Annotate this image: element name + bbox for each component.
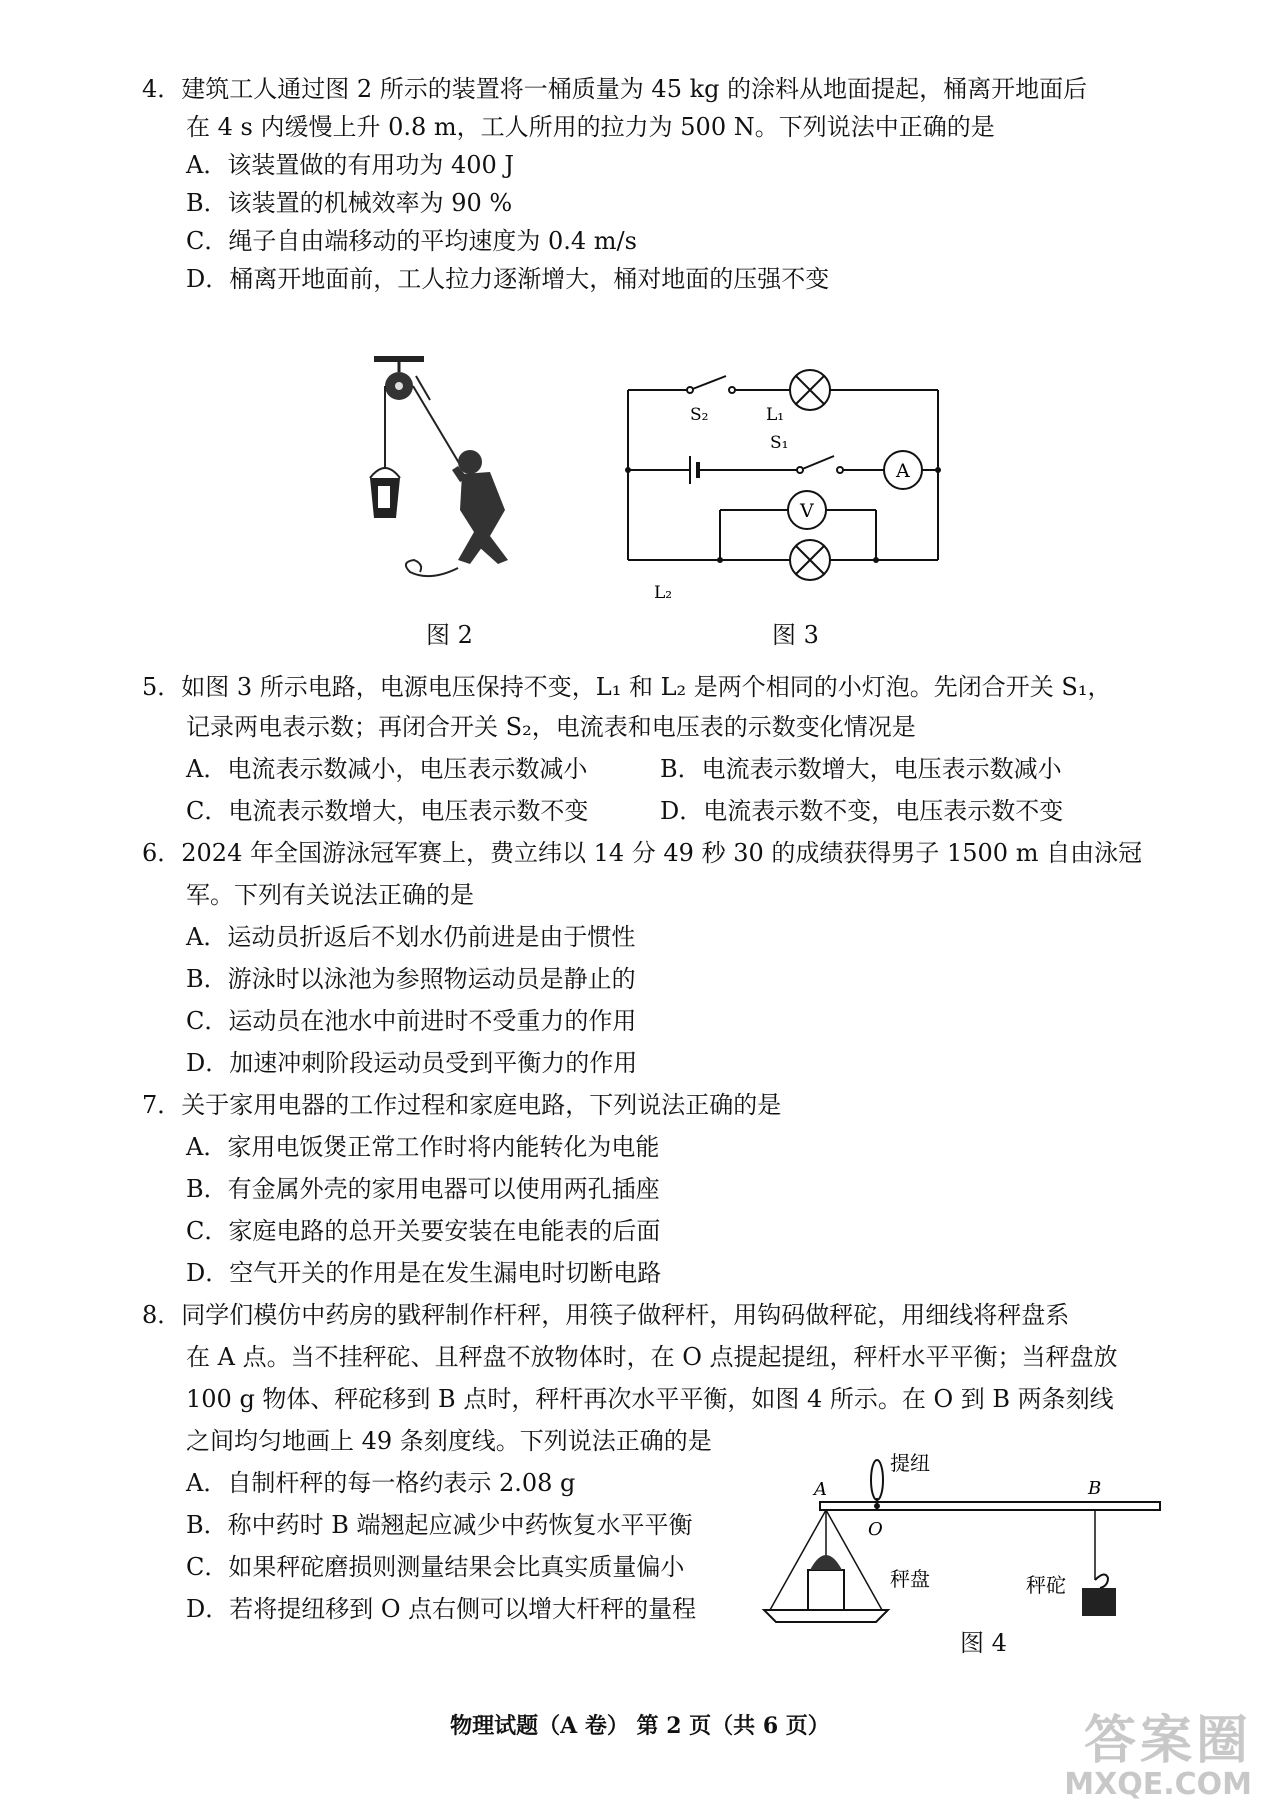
q7-option-c: C．家庭电路的总开关要安装在电能表的后面: [186, 1217, 661, 1245]
q6-option-c: C．运动员在池水中前进时不受重力的作用: [186, 1007, 637, 1035]
figure-2-pulley-illustration: [340, 350, 530, 600]
q6-stem-line-1: 6．2024 年全国游泳冠军赛上，费立纬以 14 分 49 秒 30 的成绩获得男子 1500 m 自由泳冠: [142, 839, 1143, 867]
q6-option-a: A．运动员折返后不划水仍前进是由于惯性: [186, 923, 636, 951]
watermark-bottom-text: MXQE.COM: [1064, 1767, 1252, 1802]
q7-stem-line-1: 7．关于家用电器的工作过程和家庭电路，下列说法正确的是: [142, 1091, 782, 1119]
fig4-label-point-a: A: [814, 1479, 827, 1500]
q8-option-a: A．自制杆秤的每一格约表示 2.08 g: [186, 1469, 576, 1497]
fig3-label-s2: S₂: [690, 405, 709, 425]
figure-3-circuit-diagram: [620, 360, 960, 600]
q5-stem-line-1: 5．如图 3 所示电路，电源电压保持不变，L₁ 和 L₂ 是两个相同的小灯泡。先闭合开关 S₁，: [142, 673, 1112, 701]
fig3-label-l2: L₂: [654, 583, 673, 600]
fig3-label-l1: L₁: [766, 405, 785, 425]
q8-stem-line-1: 8．同学们模仿中药房的戥秤制作杆秤，用筷子做秤杆，用钩码做秤砣，用细线将秤盘系: [142, 1301, 1070, 1329]
figure-2-caption: 图 2: [426, 621, 473, 649]
q8-stem-line-4: 之间均匀地画上 49 条刻度线。下列说法正确的是: [186, 1427, 712, 1455]
q8-option-d: D．若将提纽移到 O 点右侧可以增大杆秤的量程: [186, 1595, 697, 1623]
q5-option-b: B．电流表示数增大，电压表示数减小: [660, 755, 1062, 783]
fig4-label-chengpan: 秤盘: [890, 1567, 930, 1591]
q4-option-b: B．该装置的机械效率为 90 %: [186, 189, 513, 217]
q7-option-d: D．空气开关的作用是在发生漏电时切断电路: [186, 1259, 662, 1287]
watermark: [1064, 1713, 1252, 1801]
watermark-top-text: 答案圈: [1083, 1711, 1252, 1771]
q7-option-a: A．家用电饭煲正常工作时将内能转化为电能: [186, 1133, 660, 1161]
figure-3-caption: 图 3: [772, 621, 819, 649]
figure-4-steelyard-diagram: [760, 1440, 1180, 1640]
q4-option-a: A．该装置做的有用功为 400 J: [186, 151, 515, 179]
fig4-label-chengtuo: 秤砣: [1026, 1573, 1066, 1597]
q5-stem-line-2: 记录两电表示数；再闭合开关 S₂，电流表和电压表的示数变化情况是: [186, 713, 916, 741]
fig4-label-point-o: O: [868, 1519, 883, 1540]
fig3-label-ammeter: A: [896, 460, 910, 482]
q8-stem-line-3: 100 g 物体、秤砣移到 B 点时，秤杆再次水平平衡，如图 4 所示。在 O 到 B 两条刻线: [186, 1385, 1114, 1413]
q6-option-d: D．加速冲刺阶段运动员受到平衡力的作用: [186, 1049, 638, 1077]
figure-4-caption: 图 4: [960, 1629, 1007, 1657]
fig3-label-voltmeter: V: [800, 500, 814, 522]
page-footer: 物理试题（A 卷） 第 2 页（共 6 页）: [450, 1713, 830, 1739]
q4-stem-line-2: 在 4 s 内缓慢上升 0.8 m，工人所用的拉力为 500 N。下列说法中正确的是: [186, 113, 995, 141]
fig4-label-point-b: B: [1088, 1478, 1102, 1499]
q8-stem-line-2: 在 A 点。当不挂秤砣、且秤盘不放物体时，在 O 点提起提纽，秤杆水平平衡；当秤盘放: [186, 1343, 1118, 1371]
q4-stem-line-1: 4．建筑工人通过图 2 所示的装置将一桶质量为 45 kg 的涂料从地面提起，桶离开地面后: [142, 75, 1088, 103]
q6-stem-line-2: 军。下列有关说法正确的是: [186, 881, 474, 909]
fig4-label-tini: 提纽: [890, 1451, 930, 1475]
q5-option-c: C．电流表示数增大，电压表示数不变: [186, 797, 589, 825]
q4-option-c: C．绳子自由端移动的平均速度为 0.4 m/s: [186, 227, 637, 255]
q8-option-c: C．如果秤砣磨损则测量结果会比真实质量偏小: [186, 1553, 685, 1581]
q8-option-b: B．称中药时 B 端翘起应减少中药恢复水平平衡: [186, 1511, 693, 1539]
q7-option-b: B．有金属外壳的家用电器可以使用两孔插座: [186, 1175, 660, 1203]
q5-option-a: A．电流表示数减小，电压表示数减小: [186, 755, 588, 783]
q4-option-d: D．桶离开地面前，工人拉力逐渐增大，桶对地面的压强不变: [186, 265, 830, 293]
q6-option-b: B．游泳时以泳池为参照物运动员是静止的: [186, 965, 636, 993]
fig3-label-s1: S₁: [770, 433, 789, 453]
q5-option-d: D．电流表示数不变，电压表示数不变: [660, 797, 1064, 825]
